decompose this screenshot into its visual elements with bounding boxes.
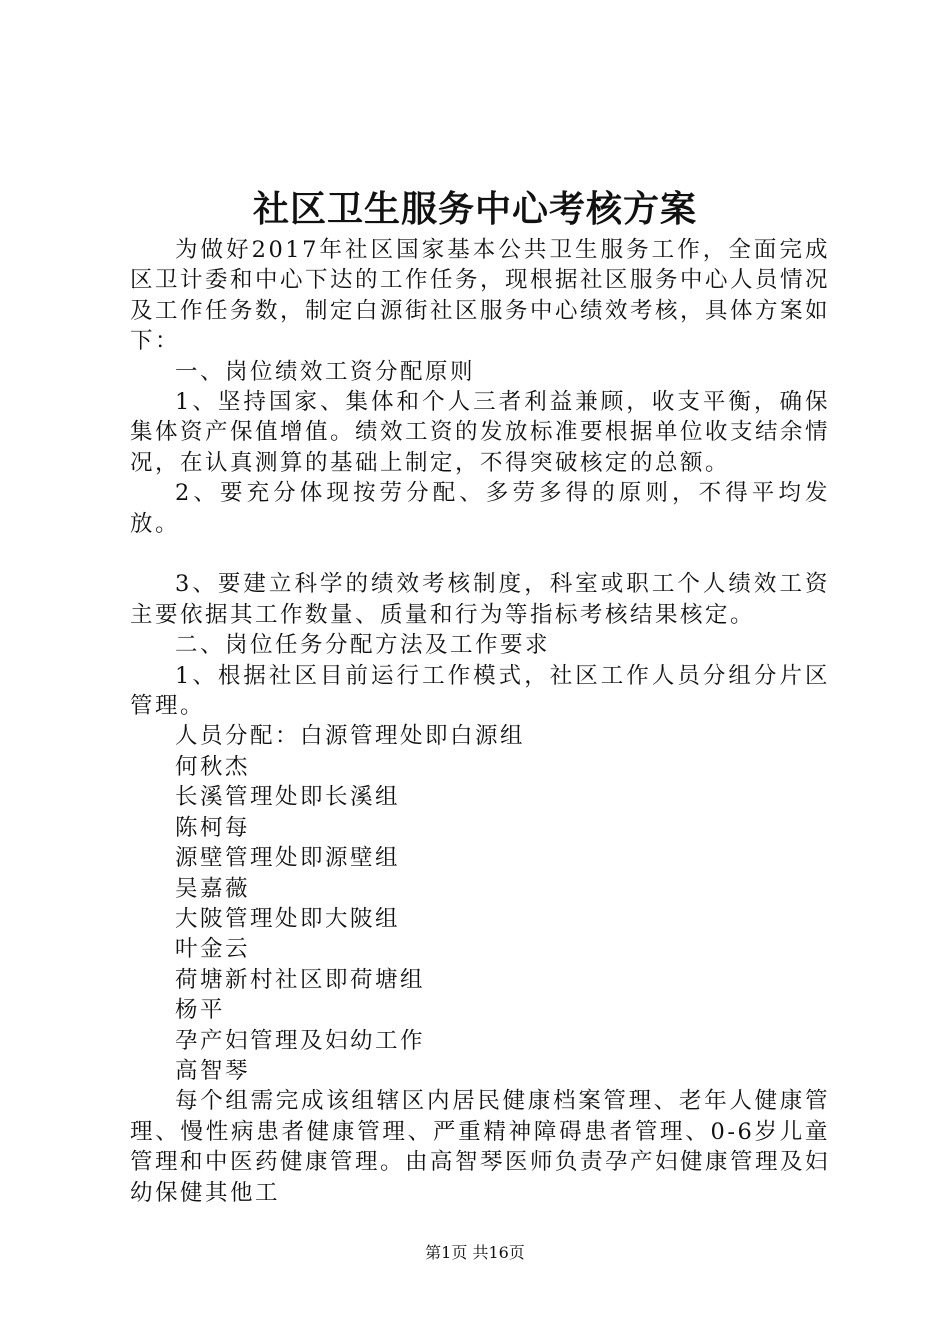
- group-name: 大陂管理处即大陂组: [175, 905, 401, 932]
- staff-name: 何秋杰: [175, 753, 251, 780]
- document-body: [130, 235, 830, 1208]
- paragraph-task-1: 1、根据社区目前运行工作模式，社区工作人员分组分片区管理。: [130, 662, 830, 720]
- paragraph-intro: 为做好2017年社区国家基本公共卫生服务工作，全面完成区卫计委和中心下达的工作任务，现根据社区服务中心人员情况及工作任务数，制定白源街社区服务中心绩效考核，具体方案如下：: [130, 237, 831, 355]
- group-name: 荷塘新村社区即荷塘组: [175, 966, 426, 993]
- paragraph-principle-2: 2、要充分体现按劳分配、多劳多得的原则，不得平均发放。: [130, 480, 830, 537]
- section-heading-2: 二、岗位任务分配方法及工作要求: [175, 632, 551, 659]
- section-heading-1: 一、岗位绩效工资分配原则: [175, 358, 476, 385]
- staff-name: 高智琴: [175, 1057, 251, 1084]
- staff-name: 杨平: [175, 997, 226, 1024]
- paragraph-principle-3: 3、要建立科学的绩效考核制度，科室或职工个人绩效工资主要依据其工作数量、质量和行为等指标考核结果核定。: [130, 571, 830, 628]
- paragraph-group-duties: 每个组需完成该组辖区内居民健康档案管理、老年人健康管理、慢性病患者健康管理、严重精神障碍患者管理、0-6岁儿童管理和中医药健康管理。由高智琴医师负责孕产妇健康管理及妇幼保健其他工: [130, 1088, 831, 1206]
- page-footer: 第1页 共16页: [425, 1243, 525, 1262]
- group-name: 孕产妇管理及妇幼工作: [175, 1027, 426, 1054]
- staff-name: 吴嘉薇: [175, 875, 251, 902]
- page-title: 社区卫生服务中心考核方案: [252, 188, 697, 230]
- blank-line: [130, 539, 830, 569]
- staff-name: 陈柯每: [175, 814, 251, 841]
- group-name: 长溪管理处即长溪组: [175, 784, 401, 811]
- staff-name: 叶金云: [175, 936, 251, 963]
- staff-assignment-heading: 人员分配：白源管理处即白源组: [175, 723, 526, 750]
- paragraph-principle-1: 1、坚持国家、集体和个人三者利益兼顾，收支平衡，确保集体资产保值增值。绩效工资的发放标准要根据单位收支结余情况，在认真测算的基础上制定，不得突破核定的总额。: [130, 389, 831, 476]
- group-name: 源壁管理处即源壁组: [175, 845, 401, 872]
